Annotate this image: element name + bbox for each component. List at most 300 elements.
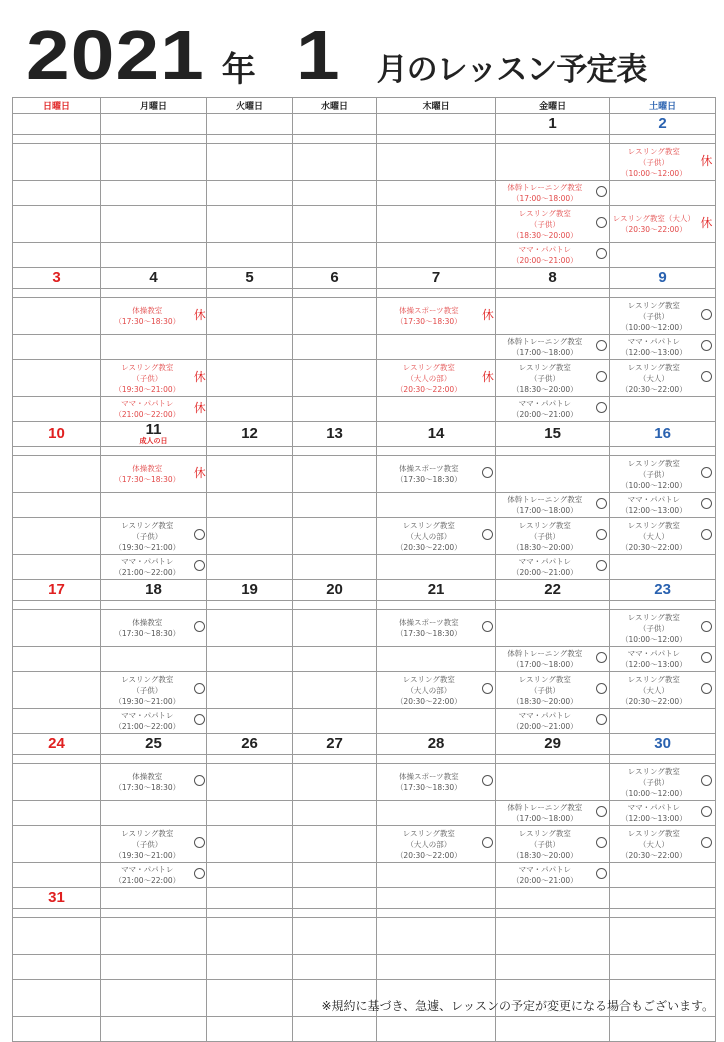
status-cell-sat bbox=[698, 709, 716, 734]
lesson-name: レスリング教室 （大人の部） （20:30～22:00） bbox=[395, 674, 462, 706]
date-number: 24 bbox=[48, 735, 65, 752]
lesson-cell-mon bbox=[101, 863, 194, 888]
date-cell-sat bbox=[610, 114, 716, 135]
status-cell-tue bbox=[278, 493, 293, 518]
spacer-cell bbox=[496, 601, 610, 610]
lesson-name: レスリング教室 （子供） （10:00～12:00） bbox=[620, 146, 687, 178]
lesson-cell-wed bbox=[293, 863, 364, 888]
lesson-name: ママ・パパトレ （20:00～21:00） bbox=[511, 557, 578, 577]
lesson-cell-wed bbox=[293, 801, 364, 826]
status-cell-tue bbox=[278, 980, 293, 1017]
lesson-name: 体操スポーツ教室 （17:30～18:30） bbox=[395, 772, 462, 792]
date-number: 15 bbox=[544, 425, 561, 442]
status-cell-sat bbox=[698, 397, 716, 422]
lesson-cell-sun bbox=[13, 955, 89, 980]
lesson-cell-sun bbox=[13, 335, 89, 360]
lesson-name: レスリング教室 （大人） （20:30～22:00） bbox=[620, 520, 687, 552]
lesson-cell-sat bbox=[610, 709, 698, 734]
lesson-cell-tue bbox=[207, 144, 278, 181]
status-cell-tue bbox=[278, 555, 293, 580]
date-cell-fri bbox=[496, 268, 610, 289]
lesson-name: レスリング教室 （大人） （20:30～22:00） bbox=[620, 828, 687, 860]
spacer-cell bbox=[377, 755, 496, 764]
status-cell-wed bbox=[364, 243, 377, 268]
circle-icon bbox=[482, 683, 493, 694]
lesson-cell-wed bbox=[293, 335, 364, 360]
lesson-name: 体操スポーツ教室 （17:30～18:30） bbox=[395, 464, 462, 484]
date-cell-fri bbox=[496, 114, 610, 135]
status-cell-thu bbox=[481, 397, 496, 422]
lesson-cell-sat bbox=[610, 335, 698, 360]
lesson-cell-sun bbox=[13, 764, 89, 801]
status-cell-fri bbox=[594, 144, 610, 181]
lesson-name: レスリング教室 （大人の部） （20:30～22:00） bbox=[395, 520, 462, 552]
spacer-cell bbox=[610, 447, 716, 456]
circle-icon bbox=[482, 621, 493, 632]
lesson-cell-fri bbox=[496, 518, 594, 555]
status-cell-sat bbox=[698, 918, 716, 955]
status-cell-mon bbox=[194, 555, 207, 580]
lesson-cell-fri bbox=[496, 206, 594, 243]
lesson-cell-tue bbox=[207, 181, 278, 206]
lesson-cell-wed bbox=[293, 555, 364, 580]
circle-icon bbox=[701, 652, 712, 663]
spacer-cell bbox=[207, 289, 293, 298]
status-cell-tue bbox=[278, 518, 293, 555]
title-month: 1 bbox=[295, 16, 340, 94]
spacer-cell bbox=[610, 909, 716, 918]
lesson-cell-tue bbox=[207, 709, 278, 734]
status-cell-sun bbox=[89, 555, 101, 580]
lesson-calendar bbox=[12, 97, 716, 1042]
lesson-cell-tue bbox=[207, 456, 278, 493]
date-number: 28 bbox=[427, 735, 445, 752]
lesson-cell-sat bbox=[610, 181, 698, 206]
lesson-cell-sun bbox=[13, 518, 89, 555]
status-cell-wed bbox=[364, 764, 377, 801]
date-number: 21 bbox=[427, 581, 445, 598]
lesson-row bbox=[13, 863, 716, 888]
status-cell-tue bbox=[278, 764, 293, 801]
lesson-cell-thu bbox=[377, 206, 481, 243]
spacer-cell bbox=[496, 289, 610, 298]
spacer-cell bbox=[293, 135, 377, 144]
status-cell-fri bbox=[594, 863, 610, 888]
date-cell-thu bbox=[377, 888, 496, 909]
lesson-cell-sun bbox=[13, 360, 89, 397]
lesson-cell-sun bbox=[13, 397, 89, 422]
spacer-cell bbox=[13, 755, 101, 764]
lesson-name: 体幹トレーニング教室 （17:00～18:00） bbox=[507, 803, 583, 823]
status-cell-wed bbox=[364, 181, 377, 206]
lesson-name: レスリング教室 （子供） （19:30～21:00） bbox=[114, 674, 181, 706]
date-cell-sat bbox=[610, 734, 716, 755]
weekday-saturday: 土曜日 bbox=[610, 98, 716, 114]
date-number: 7 bbox=[431, 269, 441, 286]
weekday-monday: 月曜日 bbox=[101, 98, 207, 114]
circle-icon bbox=[701, 529, 712, 540]
lesson-cell-fri bbox=[496, 764, 594, 801]
lesson-cell-wed bbox=[293, 181, 364, 206]
date-cell-mon bbox=[101, 422, 207, 447]
lesson-row bbox=[13, 181, 716, 206]
status-cell-mon bbox=[194, 672, 207, 709]
weekday-wednesday: 水曜日 bbox=[293, 98, 377, 114]
status-cell-sat bbox=[698, 518, 716, 555]
lesson-cell-tue bbox=[207, 610, 278, 647]
circle-icon bbox=[596, 868, 607, 879]
status-cell-thu bbox=[481, 826, 496, 863]
lesson-name: 体幹トレーニング教室 （17:00～18:00） bbox=[507, 337, 583, 357]
status-cell-wed bbox=[364, 955, 377, 980]
status-cell-thu bbox=[481, 298, 496, 335]
status-cell-tue bbox=[278, 397, 293, 422]
date-cell-wed bbox=[293, 580, 377, 601]
status-cell-wed bbox=[364, 863, 377, 888]
date-cell-thu bbox=[377, 268, 496, 289]
status-cell-thu bbox=[481, 555, 496, 580]
date-number: 23 bbox=[654, 581, 671, 598]
date-number: 13 bbox=[326, 425, 343, 442]
status-cell-tue bbox=[278, 181, 293, 206]
date-number: 26 bbox=[241, 735, 258, 752]
lesson-cell-sun bbox=[13, 181, 89, 206]
status-cell-sun bbox=[89, 863, 101, 888]
status-cell-thu bbox=[481, 181, 496, 206]
circle-icon bbox=[596, 806, 607, 817]
date-number: 30 bbox=[654, 735, 671, 752]
date-number: 10 bbox=[48, 425, 65, 442]
lesson-cell-sat bbox=[610, 555, 698, 580]
circle-icon bbox=[596, 402, 607, 413]
lesson-cell-thu bbox=[377, 456, 481, 493]
lesson-cell-mon bbox=[101, 397, 194, 422]
lesson-cell-fri bbox=[496, 456, 594, 493]
date-number: 4 bbox=[149, 269, 158, 286]
lesson-row bbox=[13, 672, 716, 709]
lesson-cell-fri bbox=[496, 955, 594, 980]
date-cell-wed bbox=[293, 734, 377, 755]
lesson-cell-tue bbox=[207, 518, 278, 555]
status-cell-fri bbox=[594, 647, 610, 672]
status-cell-tue bbox=[278, 298, 293, 335]
date-number: 3 bbox=[52, 269, 61, 286]
spacer-cell bbox=[207, 909, 293, 918]
circle-icon bbox=[194, 529, 205, 540]
lesson-cell-sun bbox=[13, 709, 89, 734]
status-cell-fri bbox=[594, 709, 610, 734]
status-cell-sat bbox=[698, 801, 716, 826]
date-number: 9 bbox=[658, 269, 667, 286]
weekday-thursday: 木曜日 bbox=[377, 98, 496, 114]
lesson-cell-sat bbox=[610, 801, 698, 826]
lesson-cell-fri bbox=[496, 610, 594, 647]
lesson-cell-tue bbox=[207, 980, 278, 1017]
lesson-cell-mon bbox=[101, 801, 194, 826]
lesson-cell-wed bbox=[293, 1017, 364, 1042]
status-cell-sun bbox=[89, 672, 101, 709]
spacer-cell bbox=[377, 601, 496, 610]
lesson-name: 体幹トレーニング教室 （17:00～18:00） bbox=[507, 649, 583, 669]
spacer-cell bbox=[101, 755, 207, 764]
status-cell-wed bbox=[364, 647, 377, 672]
lesson-name: ママ・パパトレ （20:00～21:00） bbox=[511, 245, 578, 265]
lesson-name: レスリング教室 （子供） （10:00～12:00） bbox=[620, 612, 687, 644]
lesson-cell-thu bbox=[377, 493, 481, 518]
status-cell-thu bbox=[481, 918, 496, 955]
week-date-row bbox=[13, 114, 716, 135]
lesson-cell-fri bbox=[496, 863, 594, 888]
lesson-cell-wed bbox=[293, 493, 364, 518]
date-cell-sat bbox=[610, 268, 716, 289]
circle-icon bbox=[596, 652, 607, 663]
lesson-cell-thu bbox=[377, 764, 481, 801]
status-cell-thu bbox=[481, 647, 496, 672]
closed-mark: 休 bbox=[700, 154, 713, 168]
page-title bbox=[26, 16, 647, 94]
circle-icon bbox=[701, 621, 712, 632]
lesson-name: レスリング教室 （子供） （10:00～12:00） bbox=[620, 300, 687, 332]
lesson-cell-wed bbox=[293, 647, 364, 672]
date-cell-thu bbox=[377, 422, 496, 447]
status-cell-fri bbox=[594, 493, 610, 518]
closed-mark: 休 bbox=[193, 370, 206, 384]
status-cell-tue bbox=[278, 243, 293, 268]
lesson-cell-tue bbox=[207, 955, 278, 980]
lesson-cell-mon bbox=[101, 518, 194, 555]
lesson-name: レスリング教室（大人） （20:30～22:00） bbox=[612, 214, 695, 234]
status-cell-tue bbox=[278, 672, 293, 709]
status-cell-wed bbox=[364, 397, 377, 422]
status-cell-fri bbox=[594, 243, 610, 268]
weekday-header-row bbox=[13, 98, 716, 114]
status-cell-mon bbox=[194, 955, 207, 980]
date-cell-mon bbox=[101, 580, 207, 601]
lesson-cell-sun bbox=[13, 144, 89, 181]
spacer-cell bbox=[293, 289, 377, 298]
lesson-cell-thu bbox=[377, 709, 481, 734]
status-cell-fri bbox=[594, 397, 610, 422]
lesson-row bbox=[13, 955, 716, 980]
status-cell-fri bbox=[594, 555, 610, 580]
lesson-row bbox=[13, 764, 716, 801]
lesson-cell-thu bbox=[377, 672, 481, 709]
status-cell-fri bbox=[594, 672, 610, 709]
lesson-cell-sun bbox=[13, 826, 89, 863]
lesson-row bbox=[13, 243, 716, 268]
status-cell-sat bbox=[698, 181, 716, 206]
date-number: 27 bbox=[326, 735, 343, 752]
spacer-cell bbox=[293, 601, 377, 610]
status-cell-mon bbox=[194, 610, 207, 647]
lesson-cell-sat bbox=[610, 360, 698, 397]
spacer-cell bbox=[207, 755, 293, 764]
status-cell-wed bbox=[364, 555, 377, 580]
status-cell-thu bbox=[481, 610, 496, 647]
status-cell-fri bbox=[594, 826, 610, 863]
week-gap-row bbox=[13, 135, 716, 144]
circle-icon bbox=[701, 498, 712, 509]
lesson-row bbox=[13, 298, 716, 335]
lesson-name: ママ・パパトレ （20:00～21:00） bbox=[511, 865, 578, 885]
date-cell-thu bbox=[377, 734, 496, 755]
circle-icon bbox=[194, 683, 205, 694]
status-cell-fri bbox=[594, 456, 610, 493]
lesson-cell-fri bbox=[496, 144, 594, 181]
spacer-cell bbox=[610, 135, 716, 144]
lesson-cell-wed bbox=[293, 610, 364, 647]
lesson-cell-mon bbox=[101, 298, 194, 335]
lesson-cell-fri bbox=[496, 493, 594, 518]
circle-icon bbox=[482, 529, 493, 540]
lesson-cell-mon bbox=[101, 335, 194, 360]
weekday-sunday: 日曜日 bbox=[13, 98, 101, 114]
status-cell-sun bbox=[89, 518, 101, 555]
status-cell-sun bbox=[89, 206, 101, 243]
status-cell-fri bbox=[594, 610, 610, 647]
lesson-cell-tue bbox=[207, 360, 278, 397]
date-cell-sun bbox=[13, 422, 101, 447]
lesson-cell-sat bbox=[610, 456, 698, 493]
status-cell-mon bbox=[194, 206, 207, 243]
lesson-cell-wed bbox=[293, 456, 364, 493]
status-cell-wed bbox=[364, 298, 377, 335]
weekday-friday: 金曜日 bbox=[496, 98, 610, 114]
date-cell-fri bbox=[496, 734, 610, 755]
date-cell-wed bbox=[293, 114, 377, 135]
lesson-cell-tue bbox=[207, 918, 278, 955]
lesson-cell-thu bbox=[377, 918, 481, 955]
status-cell-sun bbox=[89, 144, 101, 181]
status-cell-fri bbox=[594, 764, 610, 801]
lesson-cell-tue bbox=[207, 206, 278, 243]
lesson-cell-wed bbox=[293, 298, 364, 335]
lesson-cell-sat bbox=[610, 144, 698, 181]
lesson-cell-wed bbox=[293, 955, 364, 980]
status-cell-fri bbox=[594, 918, 610, 955]
status-cell-fri bbox=[594, 181, 610, 206]
status-cell-sat bbox=[698, 456, 716, 493]
date-cell-tue bbox=[207, 422, 293, 447]
lesson-cell-sat bbox=[610, 493, 698, 518]
status-cell-sun bbox=[89, 335, 101, 360]
spacer-cell bbox=[610, 289, 716, 298]
status-cell-wed bbox=[364, 360, 377, 397]
spacer-cell bbox=[496, 909, 610, 918]
date-cell-tue bbox=[207, 580, 293, 601]
status-cell-thu bbox=[481, 206, 496, 243]
lesson-name: レスリング教室 （大人） （20:30～22:00） bbox=[620, 362, 687, 394]
lesson-cell-thu bbox=[377, 647, 481, 672]
week-gap-row bbox=[13, 447, 716, 456]
status-cell-wed bbox=[364, 801, 377, 826]
lesson-cell-wed bbox=[293, 206, 364, 243]
status-cell-wed bbox=[364, 144, 377, 181]
lesson-cell-thu bbox=[377, 181, 481, 206]
lesson-cell-fri bbox=[496, 335, 594, 360]
date-cell-thu bbox=[377, 580, 496, 601]
status-cell-sat bbox=[698, 335, 716, 360]
lesson-name: ママ・パパトレ （12:00～13:00） bbox=[620, 649, 687, 669]
date-number: 17 bbox=[48, 581, 65, 598]
date-cell-mon bbox=[101, 888, 207, 909]
lesson-cell-sat bbox=[610, 610, 698, 647]
date-cell-wed bbox=[293, 268, 377, 289]
lesson-cell-sat bbox=[610, 647, 698, 672]
circle-icon bbox=[596, 248, 607, 259]
status-cell-wed bbox=[364, 493, 377, 518]
lesson-cell-wed bbox=[293, 144, 364, 181]
status-cell-thu bbox=[481, 672, 496, 709]
status-cell-fri bbox=[594, 955, 610, 980]
lesson-cell-mon bbox=[101, 181, 194, 206]
closed-mark: 休 bbox=[193, 308, 206, 322]
status-cell-mon bbox=[194, 493, 207, 518]
status-cell-sun bbox=[89, 801, 101, 826]
date-cell-fri bbox=[496, 422, 610, 447]
status-cell-sat bbox=[698, 647, 716, 672]
status-cell-wed bbox=[364, 610, 377, 647]
lesson-cell-mon bbox=[101, 647, 194, 672]
status-cell-tue bbox=[278, 826, 293, 863]
circle-icon bbox=[482, 775, 493, 786]
lesson-cell-mon bbox=[101, 206, 194, 243]
spacer-cell bbox=[13, 447, 101, 456]
status-cell-tue bbox=[278, 647, 293, 672]
circle-icon bbox=[701, 467, 712, 478]
status-cell-tue bbox=[278, 709, 293, 734]
status-cell-wed bbox=[364, 456, 377, 493]
lesson-cell-fri bbox=[496, 826, 594, 863]
status-cell-thu bbox=[481, 243, 496, 268]
lesson-name: レスリング教室 （子供） （18:30～20:00） bbox=[511, 674, 578, 706]
title-year: 2021 bbox=[26, 16, 205, 94]
lesson-name: レスリング教室 （子供） （18:30～20:00） bbox=[511, 520, 578, 552]
lesson-cell-sat bbox=[610, 206, 698, 243]
lesson-cell-thu bbox=[377, 518, 481, 555]
status-cell-sun bbox=[89, 456, 101, 493]
spacer-cell bbox=[101, 601, 207, 610]
closed-mark: 休 bbox=[193, 401, 206, 415]
lesson-row bbox=[13, 206, 716, 243]
status-cell-tue bbox=[278, 456, 293, 493]
date-number: 31 bbox=[48, 889, 65, 906]
lesson-row bbox=[13, 610, 716, 647]
date-cell-sun bbox=[13, 888, 101, 909]
status-cell-sat bbox=[698, 144, 716, 181]
week-date-row bbox=[13, 734, 716, 755]
lesson-cell-sat bbox=[610, 826, 698, 863]
lesson-name: 体操スポーツ教室 （17:30～18:30） bbox=[395, 306, 462, 326]
status-cell-tue bbox=[278, 206, 293, 243]
lesson-cell-tue bbox=[207, 647, 278, 672]
circle-icon bbox=[701, 371, 712, 382]
status-cell-sun bbox=[89, 647, 101, 672]
status-cell-sun bbox=[89, 298, 101, 335]
lesson-row bbox=[13, 360, 716, 397]
spacer-cell bbox=[101, 909, 207, 918]
status-cell-thu bbox=[481, 493, 496, 518]
lesson-cell-mon bbox=[101, 764, 194, 801]
lesson-name: レスリング教室 （大人） （20:30～22:00） bbox=[620, 674, 687, 706]
lesson-cell-mon bbox=[101, 243, 194, 268]
date-cell-wed bbox=[293, 888, 377, 909]
lesson-cell-mon bbox=[101, 456, 194, 493]
lesson-row bbox=[13, 801, 716, 826]
status-cell-mon bbox=[194, 243, 207, 268]
spacer-cell bbox=[101, 135, 207, 144]
status-cell-thu bbox=[481, 764, 496, 801]
